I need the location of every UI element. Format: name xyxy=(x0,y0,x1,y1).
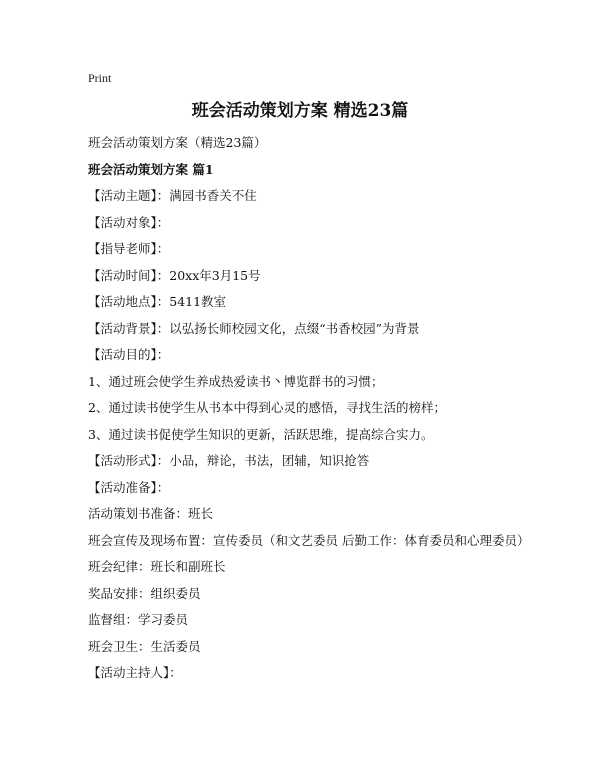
paragraph-line: 【指导老师】： xyxy=(88,241,170,256)
paragraph-line: 班会宣传及现场布置：宣传委员（和文艺委员 后勤工作：体育委员和心理委员） xyxy=(88,532,530,548)
paragraph-line: 【活动地点】：5411教室 xyxy=(88,294,227,309)
section-heading: 班会活动策划方案 篇1 xyxy=(88,161,214,177)
paragraph-line: 3、通过读书促使学生知识的更新，活跃思维，提高综合实力。 xyxy=(88,426,434,442)
paragraph-line: 【活动主题】：满园书香关不住 xyxy=(88,188,257,203)
paragraph-line: 【活动背景】：以弘扬长师校园文化，点缀“书香校园”为背景 xyxy=(88,320,420,336)
paragraph-line: 【活动形式】：小品，辩论，书法，团辅，知识抢答 xyxy=(88,453,370,468)
paragraph-line: 【活动时间】：20xx年3月15号 xyxy=(88,267,261,283)
paragraph-line: 班会纪律：班长和副班长 xyxy=(88,559,226,574)
paragraph-line: 【活动准备】： xyxy=(88,479,170,495)
paragraph-line: 1、通过班会使学生养成热爱读书丶博览群书的习惯； xyxy=(88,373,384,389)
paragraph-line: 奖品安排：组织委员 xyxy=(88,585,201,601)
paragraph-line: 【活动对象】： xyxy=(88,214,170,230)
document-title: 班会活动策划方案 精选23篇 xyxy=(191,101,409,121)
paragraph-line: 监督组：学习委员 xyxy=(88,612,189,627)
paragraph-line: 【活动主持人】： xyxy=(88,665,182,680)
paragraph-line: 【活动目的】： xyxy=(88,347,170,362)
paragraph-line: 2、通过读书使学生从书本中得到心灵的感悟，寻找生活的榜样； xyxy=(88,400,446,415)
paragraph-line: 班会活动策划方案（精选23篇） xyxy=(88,135,267,150)
paragraph-line: 活动策划书准备：班长 xyxy=(88,506,214,521)
paragraph-line: 班会卫生：生活委员 xyxy=(88,638,201,654)
print-label: Print xyxy=(88,71,112,85)
document-body xyxy=(88,130,588,687)
